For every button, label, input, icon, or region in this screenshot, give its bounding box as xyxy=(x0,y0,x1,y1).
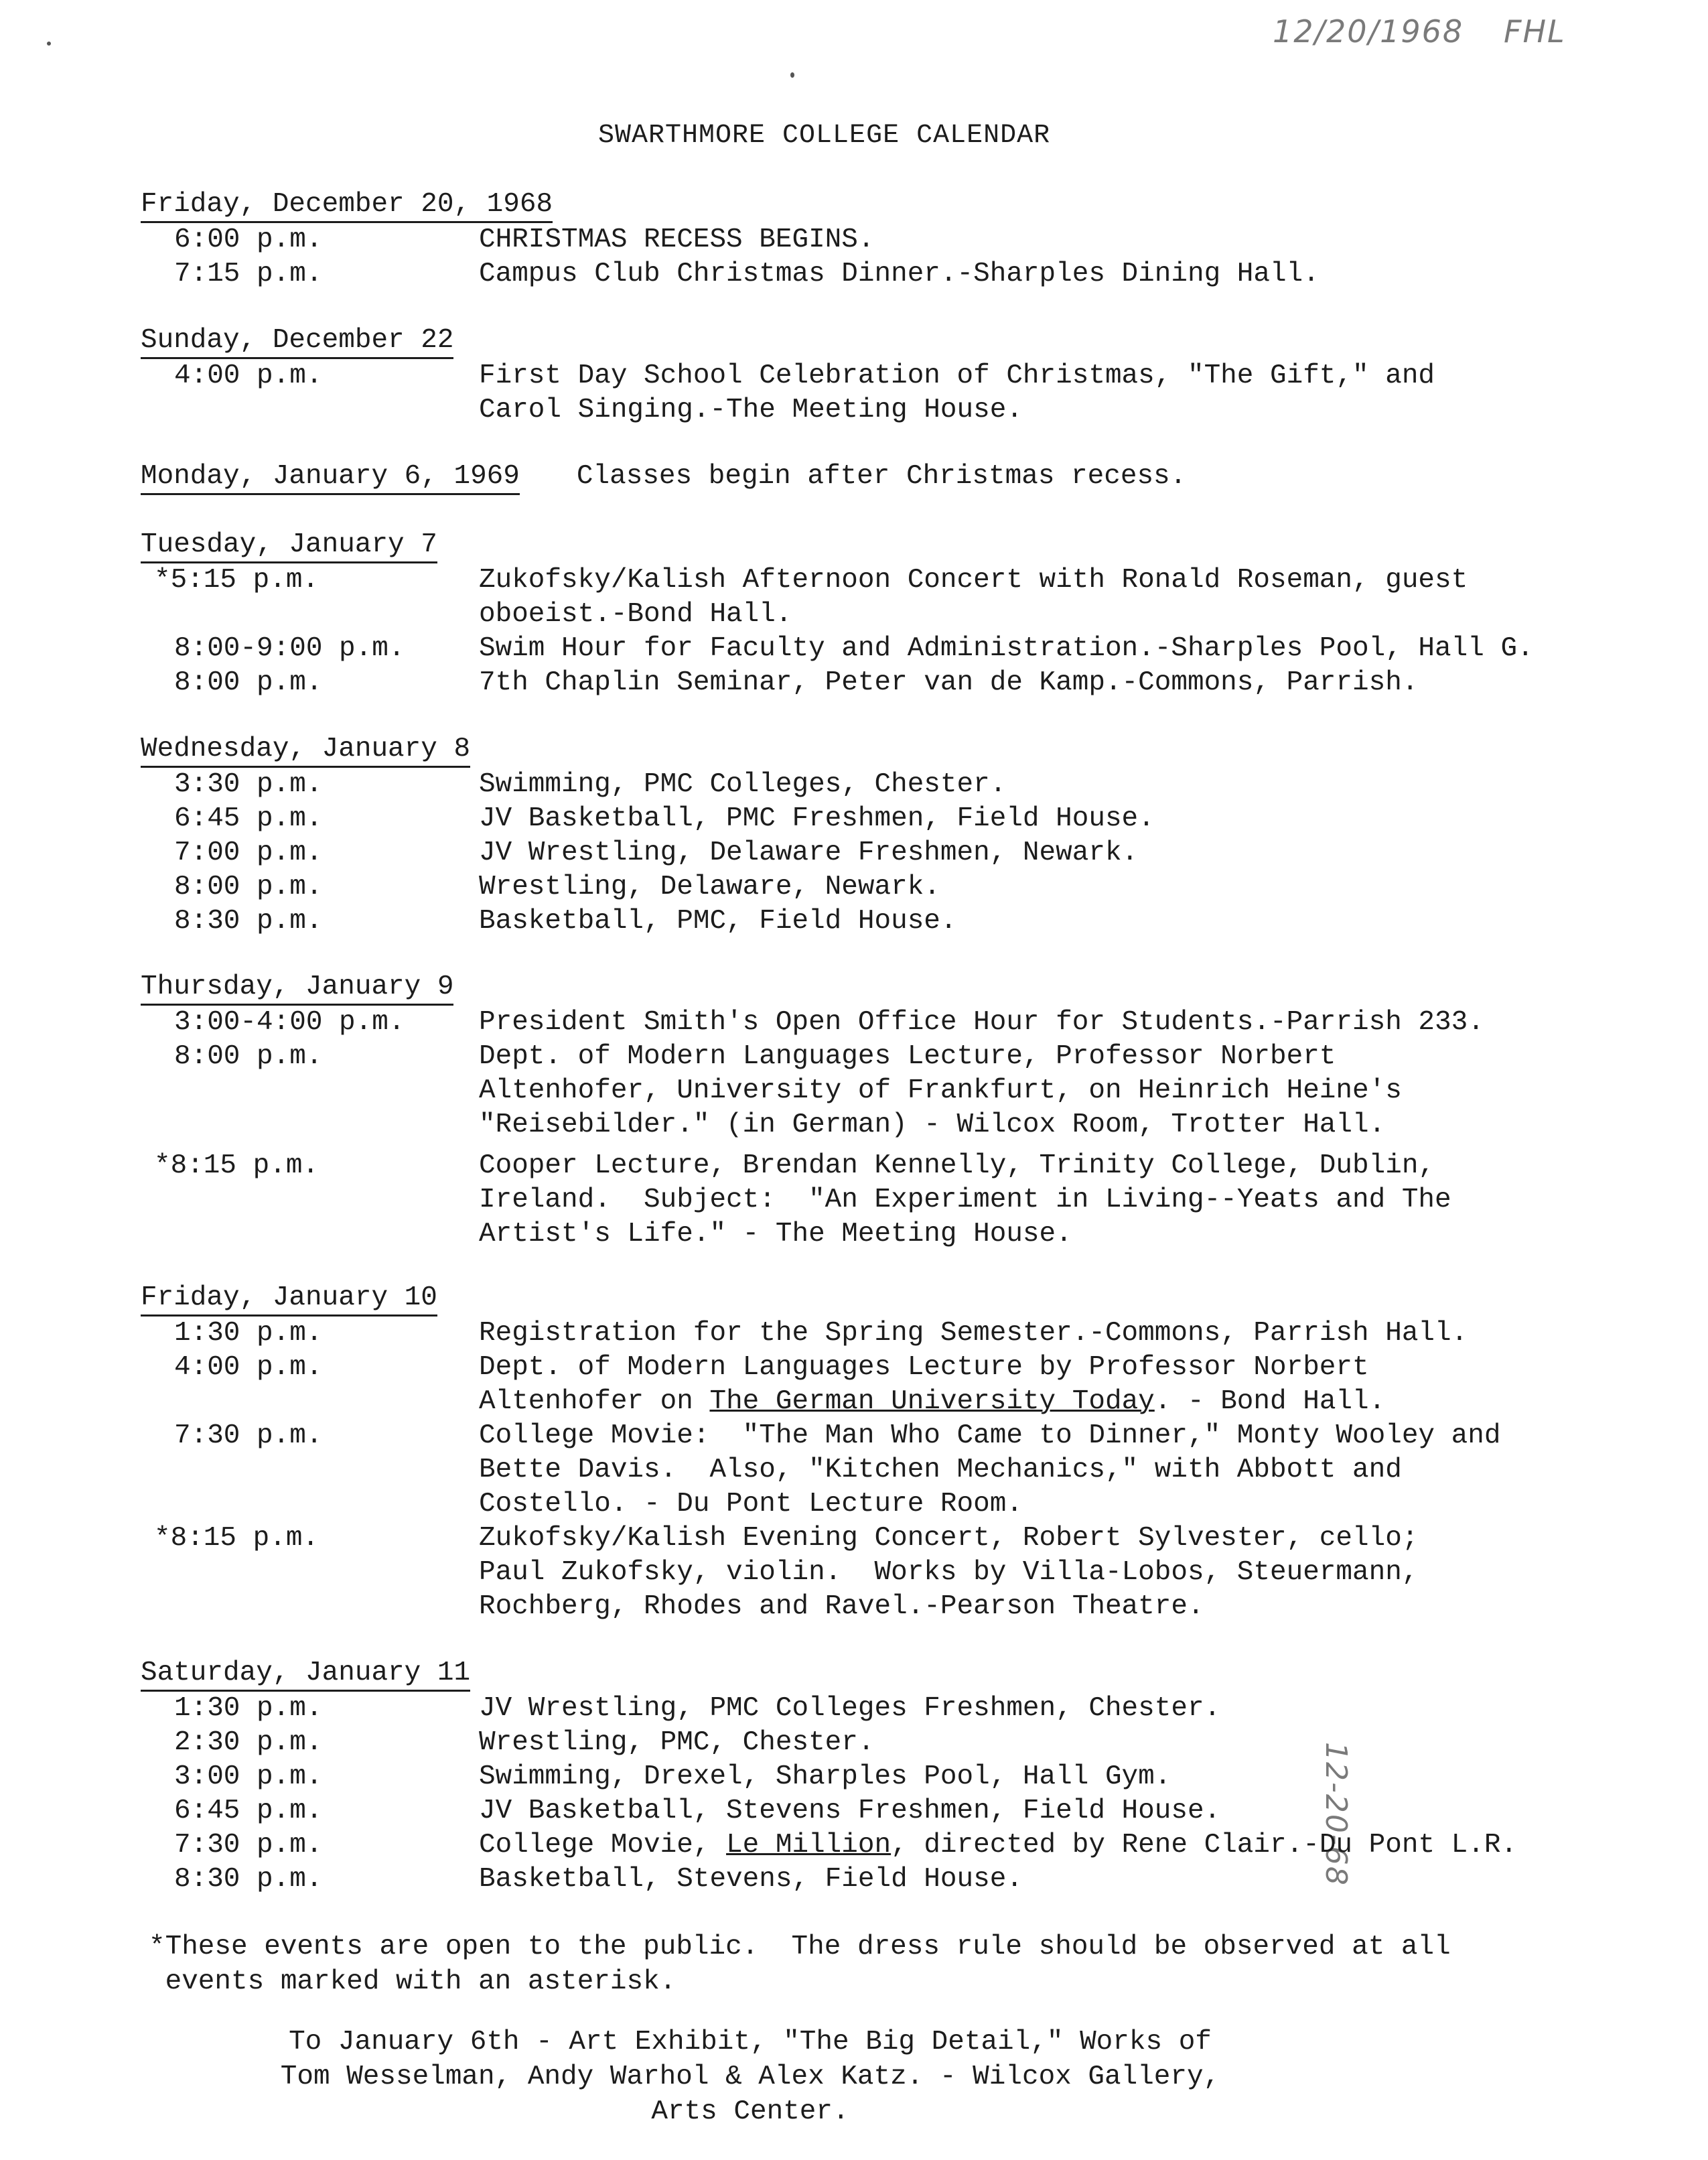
event-time: 3:00 p.m. xyxy=(174,1761,323,1792)
event-description: Wrestling, PMC, Chester. xyxy=(479,1727,875,1758)
day-header: Friday, December 20, 1968 xyxy=(141,189,553,223)
event-time: 1:30 p.m. xyxy=(174,1318,323,1349)
event-time: 3:00-4:00 p.m. xyxy=(174,1007,405,1038)
art-exhibit-note: To January 6th - Art Exhibit, "The Big Detail," Works of Tom Wesselman, Andy Warhol & Alex Katz. - Wilcox Gallery, Arts Center. xyxy=(280,2027,1220,2127)
scan-speck xyxy=(47,42,51,46)
event-description: Zukofsky/Kalish Evening Concert, Robert Sylvester, cello; Paul Zukofsky, violin. Works by Villa-Lobos, Steuermann, Rochberg, Rhodes and Ravel.-Pearson Theatre. xyxy=(479,1523,1419,1622)
day-section xyxy=(141,325,1581,427)
movie-title-underlined: Le Million xyxy=(726,1830,892,1861)
footnote: *These events are open to the public. The dress rule should be observed at all events marked with an asterisk. xyxy=(149,1932,1451,1997)
event-row xyxy=(141,1006,1581,1040)
event-description: Dept. of Modern Languages Lecture by Professor Norbert Altenhofer on The German University Today. - Bond Hall. xyxy=(479,1352,1386,1417)
event-row xyxy=(141,904,1581,939)
event-description: Dept. of Modern Languages Lecture, Professor Norbert Altenhofer, University of Frankfurt, on Heinrich Heine's "Reisebilder." (in German) - Wilcox Room, Trotter Hall. xyxy=(479,1041,1402,1140)
event-time: 4:00 p.m. xyxy=(174,1352,323,1383)
event-description: Swimming, Drexel, Sharples Pool, Hall Gym. xyxy=(479,1761,1171,1792)
handwritten-date: 12/20/1968 xyxy=(1273,13,1464,50)
event-description: Zukofsky/Kalish Afternoon Concert with Ronald Roseman, guest oboeist.-Bond Hall. xyxy=(479,565,1468,630)
day-section xyxy=(141,1282,1581,1624)
event-time: 6:00 p.m. xyxy=(174,224,323,255)
event-description: Swim Hour for Faculty and Administration.-Sharples Pool, Hall G. xyxy=(479,633,1534,664)
day-section xyxy=(141,734,1581,939)
event-time: 8:00 p.m. xyxy=(174,872,323,902)
event-description: JV Wrestling, Delaware Freshmen, Newark. xyxy=(479,837,1139,868)
event-row xyxy=(141,1794,1581,1828)
event-description: Wrestling, Delaware, Newark. xyxy=(479,872,940,902)
day-header: Friday, January 10 xyxy=(141,1282,437,1317)
event-time: 6:45 p.m. xyxy=(174,803,323,834)
event-row xyxy=(141,1317,1581,1351)
event-description: Basketball, PMC, Field House. xyxy=(479,906,957,937)
event-time: 2:30 p.m. xyxy=(174,1727,323,1758)
day-section xyxy=(141,461,1581,495)
event-description: Swimming, PMC Colleges, Chester. xyxy=(479,769,1007,800)
event-time: 7:30 p.m. xyxy=(174,1830,323,1861)
event-description: College Movie, Le Million, directed by Rene Clair.-Du Pont L.R. xyxy=(479,1830,1518,1861)
event-row xyxy=(141,1351,1581,1419)
day-section xyxy=(141,1658,1581,1897)
event-time: 1:30 p.m. xyxy=(174,1693,323,1724)
day-section xyxy=(141,529,1581,700)
day-header: Thursday, January 9 xyxy=(141,971,453,1006)
event-description: First Day School Celebration of Christmas, "The Gift," and Carol Singing.-The Meeting House. xyxy=(479,360,1435,425)
day-header: Wednesday, January 8 xyxy=(141,734,470,768)
event-description: CHRISTMAS RECESS BEGINS. xyxy=(479,224,875,255)
event-row xyxy=(141,1828,1581,1863)
event-description: JV Basketball, Stevens Freshmen, Field House. xyxy=(479,1796,1221,1826)
day-note: Classes begin after Christmas recess. xyxy=(576,461,1187,492)
event-row xyxy=(141,1040,1581,1142)
scan-speck xyxy=(790,72,794,78)
event-time: 8:00-9:00 p.m. xyxy=(174,633,405,664)
event-description: President Smith's Open Office Hour for Students.-Parrish 233. xyxy=(479,1007,1484,1038)
event-description: Registration for the Spring Semester.-Commons, Parrish Hall. xyxy=(479,1318,1468,1349)
event-row xyxy=(141,359,1581,427)
event-time: *5:15 p.m. xyxy=(154,565,319,596)
event-time: 8:00 p.m. xyxy=(174,1041,323,1072)
event-time: 3:30 p.m. xyxy=(174,769,323,800)
event-row xyxy=(141,223,1581,257)
event-row xyxy=(141,768,1581,802)
event-time: 7:15 p.m. xyxy=(174,259,323,289)
page-title: SWARTHMORE COLLEGE CALENDAR xyxy=(598,121,1051,151)
event-time: 8:30 p.m. xyxy=(174,906,323,937)
day-header: Sunday, December 22 xyxy=(141,325,453,359)
day-header: Saturday, January 11 xyxy=(141,1658,470,1692)
event-description: JV Wrestling, PMC Colleges Freshmen, Chester. xyxy=(479,1693,1221,1724)
day-section xyxy=(141,971,1581,1252)
day-section xyxy=(141,189,1581,291)
event-row xyxy=(141,836,1581,870)
day-header: Monday, January 6, 1969 xyxy=(141,461,520,495)
event-row xyxy=(141,1419,1581,1522)
event-row xyxy=(141,870,1581,904)
handwritten-initials: FHL xyxy=(1504,13,1566,50)
event-row xyxy=(141,632,1581,666)
event-time: 6:45 p.m. xyxy=(174,1796,323,1826)
day-header: Tuesday, January 7 xyxy=(141,529,437,563)
event-time: 8:00 p.m. xyxy=(174,667,323,698)
event-row xyxy=(141,1760,1581,1794)
event-row xyxy=(141,257,1581,291)
event-description: 7th Chaplin Seminar, Peter van de Kamp.-Commons, Parrish. xyxy=(479,667,1419,698)
event-row xyxy=(141,1692,1581,1726)
event-time: 8:30 p.m. xyxy=(174,1864,323,1895)
handwritten-side-date: 12-20-68 xyxy=(1319,1742,1353,1887)
event-row xyxy=(141,1149,1581,1252)
event-row xyxy=(141,1863,1581,1897)
event-description: Cooper Lecture, Brendan Kennelly, Trinity College, Dublin, Ireland. Subject: "An Experiment in Living--Yeats and The Artist's Life." - The Meeting House. xyxy=(479,1150,1451,1250)
event-description: Basketball, Stevens, Field House. xyxy=(479,1864,1023,1895)
event-time: *8:15 p.m. xyxy=(154,1523,319,1554)
event-row xyxy=(141,802,1581,836)
event-time: *8:15 p.m. xyxy=(154,1150,319,1181)
event-row xyxy=(141,666,1581,700)
event-description: JV Basketball, PMC Freshmen, Field House. xyxy=(479,803,1155,834)
event-row xyxy=(141,1726,1581,1760)
event-description: College Movie: "The Man Who Came to Dinner," Monty Wooley and Bette Davis. Also, "Kitchen Mechanics," with Abbott and Costello. - Du Pont Lecture Room. xyxy=(479,1420,1501,1520)
lecture-title-underlined: The German University Today xyxy=(709,1386,1155,1417)
event-description: Campus Club Christmas Dinner.-Sharples Dining Hall. xyxy=(479,259,1320,289)
event-row xyxy=(141,1522,1581,1624)
event-time: 7:30 p.m. xyxy=(174,1420,323,1451)
event-row xyxy=(141,563,1581,632)
event-time: 7:00 p.m. xyxy=(174,837,323,868)
event-time: 4:00 p.m. xyxy=(174,360,323,391)
